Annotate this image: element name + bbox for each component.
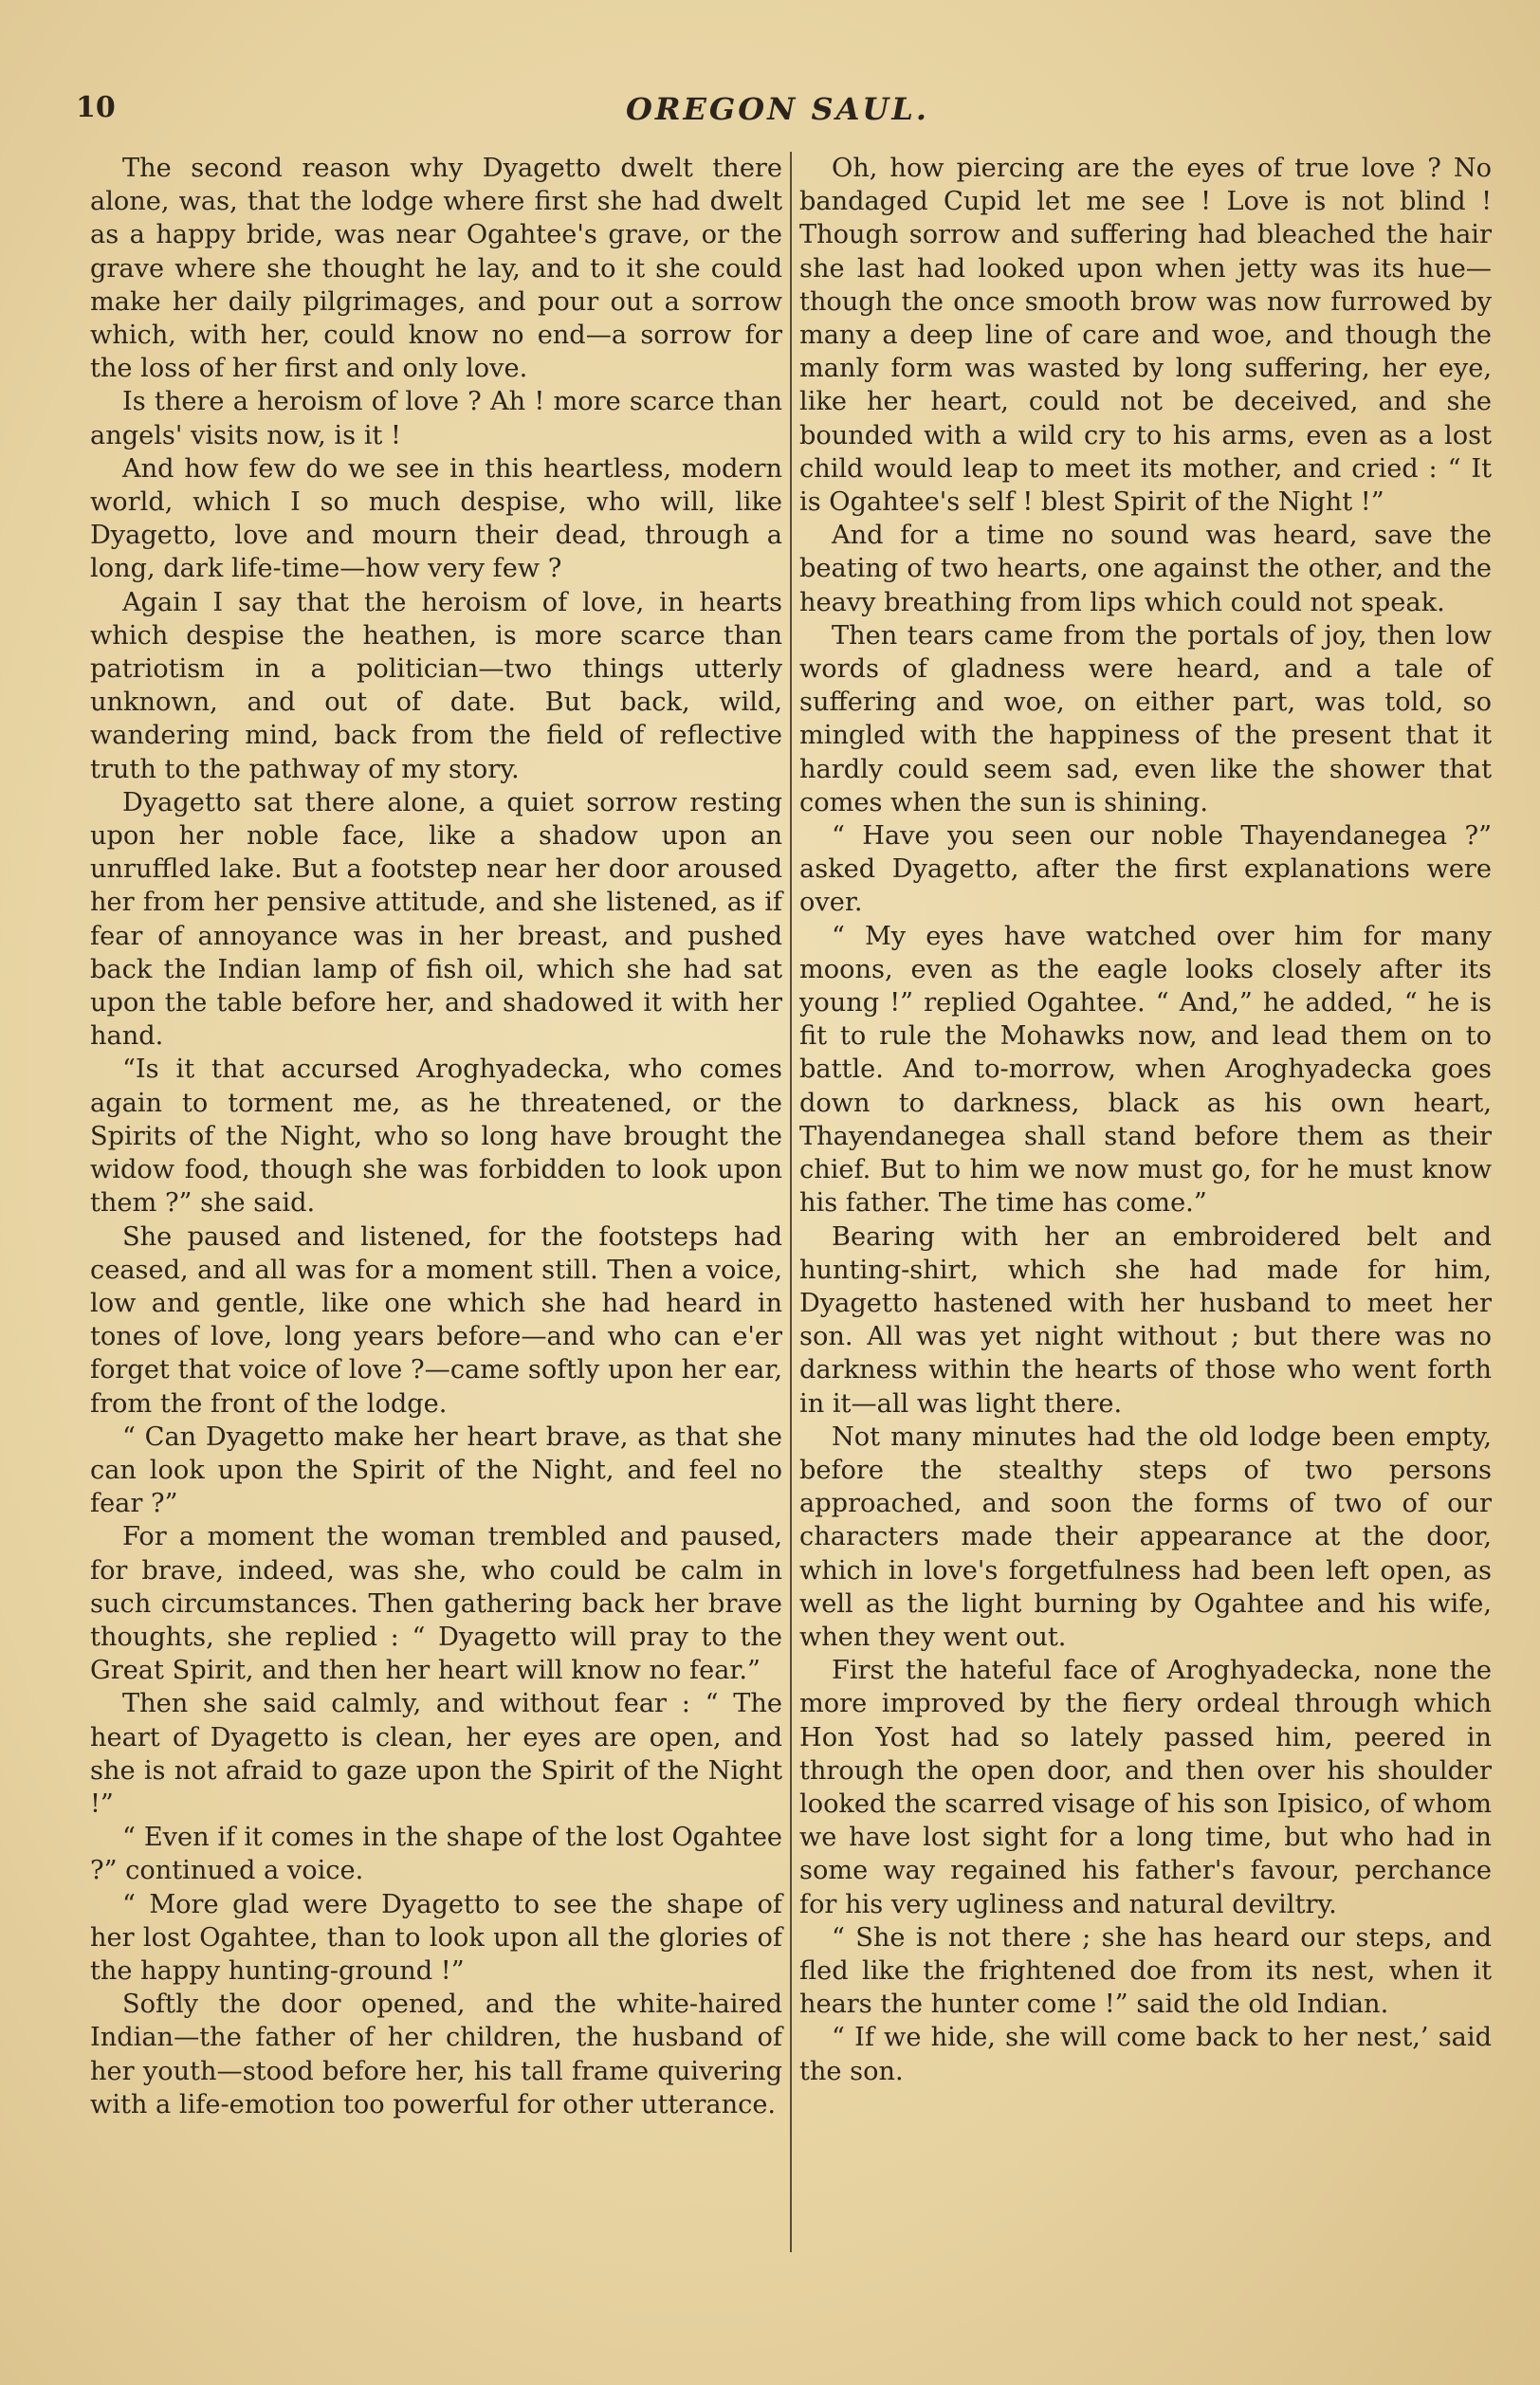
paragraph: The second reason why Dyagetto dwelt there alone, was, that the lodge where first she had dwelt as a happy bride, was near Ogahtee's grave, or the grave where she thought he lay, and to it she could make her daily pilgrimages, and pour out a sorrow which, with her, could know no end—a sorrow for the loss of her first and only love. — [90, 154, 782, 384]
paragraph: “ Can Dyagetto make her heart brave, as that she can look upon the Spirit of the Night, and feel no fear ?” — [90, 1422, 782, 1519]
column-divider — [790, 152, 792, 2252]
paragraph: She paused and listened, for the footsteps had ceased, and all was for a moment still. Then a voice, low and gentle, like one which she had heard in tones of love, long years before—and who can e'er forget that voice of love ?—came softly upon her ear, from the front of the lodge. — [90, 1221, 782, 1419]
paragraph: Dyagetto sat there alone, a quiet sorrow resting upon her noble face, like a shadow upon an unruffled lake. But a footstep near her door aroused her from her pensive attitude, and she listened, as if fear of annoyance was in her breast, and pushed back the Indian lamp of fish oil, which she had sat upon the table before her, and shadowed it with her hand. — [90, 787, 782, 1052]
paragraph: Is there a heroism of love ? Ah ! more scarce than angels' visits now, is it ! — [90, 387, 782, 450]
paragraph: Then tears came from the portals of joy, then low words of gladness were heard, and a tale of suffering and woe, on either part, was told, so mingled with the happiness of the present that it hardly could seem sad, even like the shower that comes when the sun is shining. — [799, 620, 1492, 817]
paragraph: Not many minutes had the old lodge been empty, before the stealthy steps of two persons approached, and soon the forms of two of our characters made their appearance at the door, which in love's forgetfulness had been left open, as well as the light burning by Ogahtee and his wife, when they went out. — [799, 1422, 1492, 1652]
page-number: 10 — [76, 91, 116, 124]
page-header — [76, 91, 1479, 138]
paragraph: “ More glad were Dyagetto to see the shape of her lost Ogahtee, than to look upon all the glories of the happy hunting-ground !” — [90, 1889, 782, 1986]
paragraph: First the hateful face of Aroghyadecka, none the more improved by the fiery ordeal through which Hon Yost had so lately passed him, peered in through the open door, and then over his shoulder looked the scarred visage of his son Ipisico, of whom we have lost sight for a long time, but who had in some way regained his father's favour, perchance for his very ugliness and natural deviltry. — [799, 1656, 1492, 1919]
paragraph: For a moment the woman trembled and paused, for brave, indeed, was she, who could be calm in such circumstances. Then gathering back her brave thoughts, she replied : “ Dyagetto will pray to the Great Spirit, and then her heart will know no fear.” — [90, 1522, 782, 1686]
paragraph: And for a time no sound was heard, save the beating of two hearts, one against the other, and the heavy breathing from lips which could not speak. — [799, 521, 1492, 617]
paragraph: “ My eyes have watched over him for many moons, even as the eagle looks closely after its young !” replied Ogahtee. “ And,” he added, “ he is fit to rule the Mohawks now, and lead them on to battle. And to-morrow, when Aroghyadecka goes down to darkness, black as his own heart, Thayendanegea shall stand before them as their chief. But to him we now must go, for he must know his father. The time has come.” — [799, 921, 1492, 1219]
paragraph: “ She is not there ; she has heard our steps, and fled like the frightened doe from its nest, when it hears the hunter come !” said the old Indian. — [799, 1922, 1492, 2020]
paragraph: Softly the door opened, and the white-haired Indian—the father of her children, the husband of her youth—stood before her, his tall frame quivering with a life-emotion too powerful for other utterance. — [90, 1990, 782, 2119]
paragraph: “ Have you seen our noble Thayendanegea ?” asked Dyagetto, after the first explanations were over. — [799, 821, 1492, 918]
paragraph: “Is it that accursed Aroghyadecka, who comes again to torment me, as he threatened, or the Spirits of the Night, who so long have brought the widow food, though she was forbidden to look upon them ?” she said. — [90, 1055, 782, 1219]
paragraph: Then she said calmly, and without fear : “ The heart of Dyagetto is clean, her eyes are open, and she is not afraid to gaze upon the Spirit of the Night !” — [90, 1689, 782, 1819]
paragraph: Again I say that the heroism of love, in hearts which despise the heathen, is more scarce than patriotism in a politician—two things utterly unknown, and out of date. But back, wild, wandering mind, back from the field of reflective truth to the pathway of my story. — [90, 587, 782, 784]
paragraph: “ If we hide, she will come back to her nest,’ said the son. — [799, 2023, 1492, 2086]
left-column — [90, 152, 782, 2121]
right-column — [799, 152, 1492, 2088]
paragraph: Oh, how piercing are the eyes of true love ? No bandaged Cupid let me see ! Love is not blind ! Though sorrow and suffering had bleached the hair she last had looked upon when jetty was its hue—though the once smooth brow was now furrowed by many a deep line of care and woe, and though the manly form was wasted by long suffering, her eye, like her heart, could not be deceived, and she bounded with a wild cry to his arms, even as a lost child would leap to meet its mother, and cried : “ It is Ogahtee's self ! blest Spirit of the Night !” — [799, 154, 1492, 518]
paragraph: And how few do we see in this heartless, modern world, which I so much despise, who will, like Dyagetto, love and mourn their dead, through a long, dark life-time—how very few ? — [90, 453, 782, 584]
paragraph: “ Even if it comes in the shape of the lost Ogahtee ?” continued a voice. — [90, 1823, 782, 1886]
running-title: OREGON SAUL. — [626, 91, 929, 127]
paragraph: Bearing with her an embroidered belt and hunting-shirt, which she had made for him, Dyagetto hastened with her husband to meet her son. All was yet night without ; but there was no darkness within the hearts of those who went forth in it—all was light there. — [799, 1221, 1492, 1419]
